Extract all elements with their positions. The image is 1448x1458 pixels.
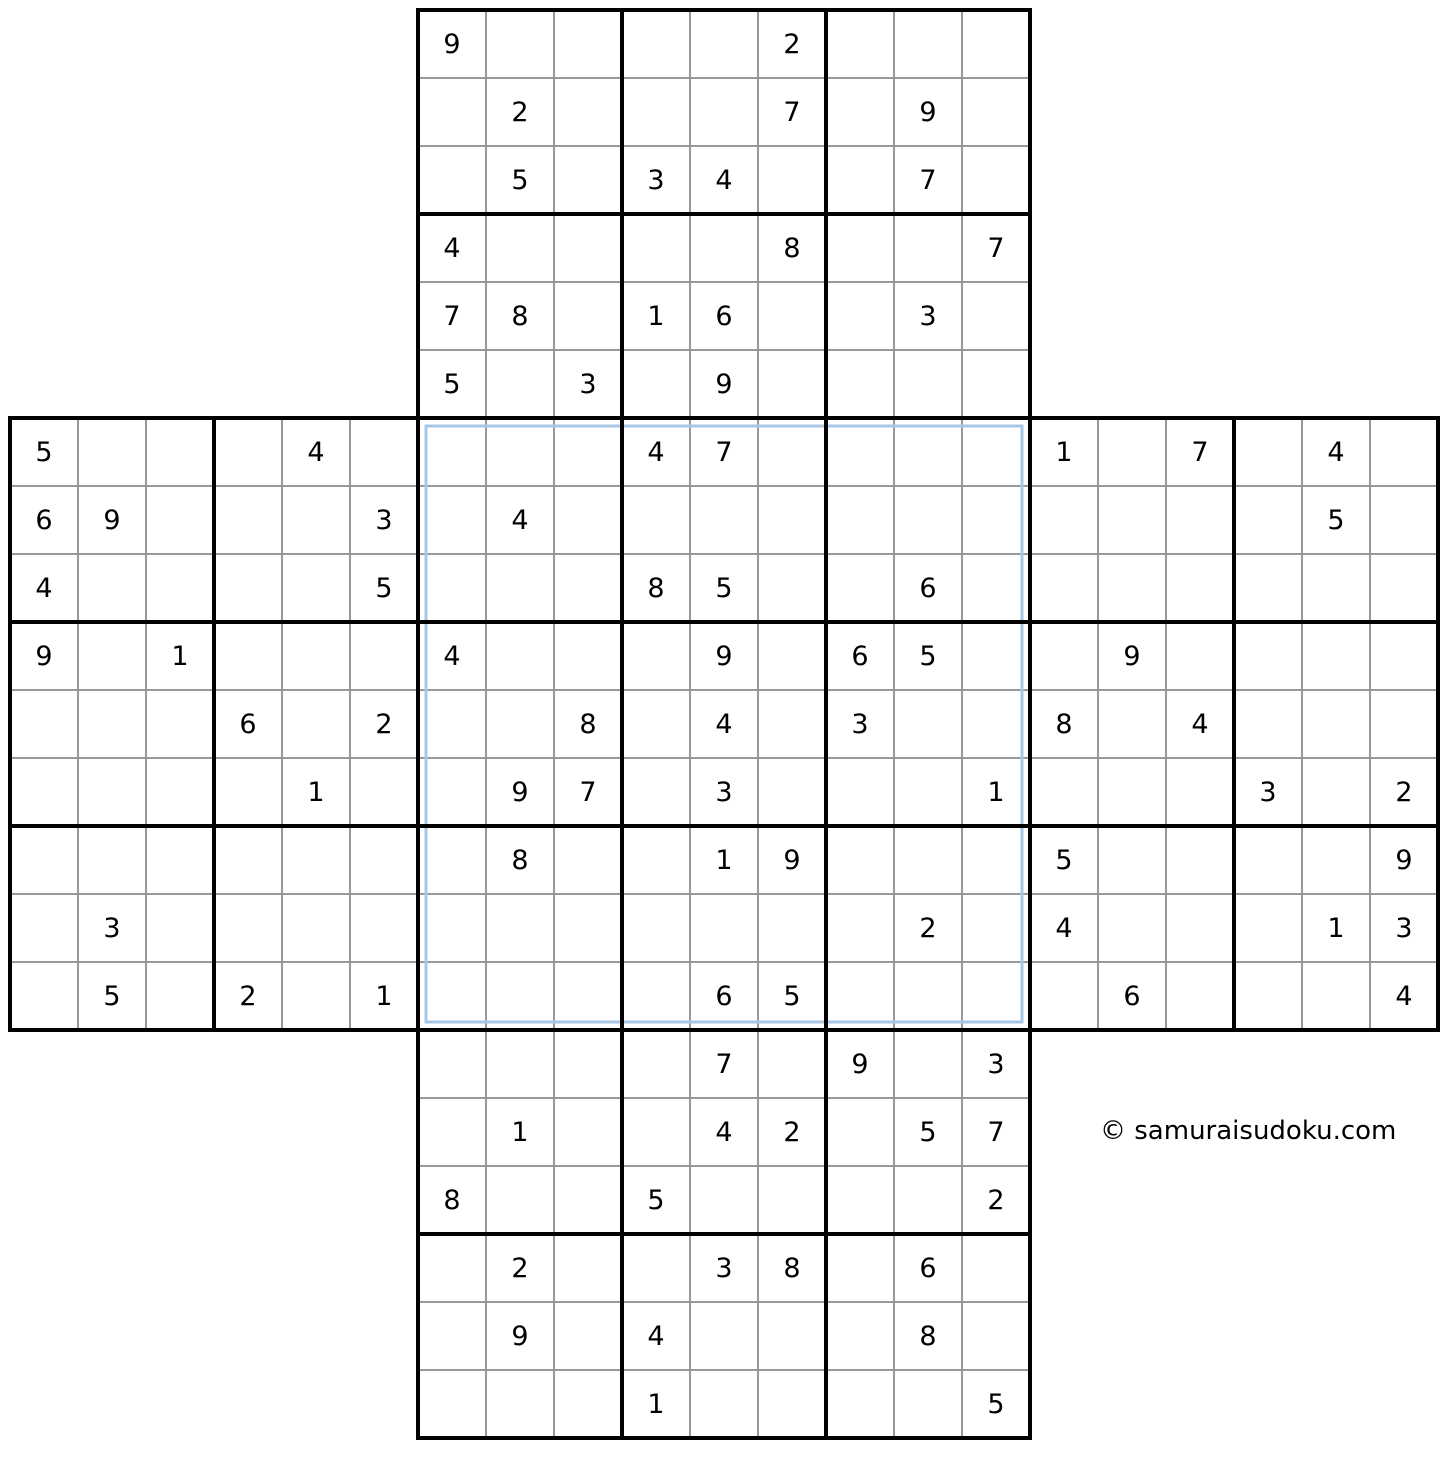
empty-cell[interactable] — [962, 894, 1030, 962]
empty-cell[interactable] — [1370, 554, 1438, 622]
given-cell[interactable]: 9 — [919, 96, 937, 128]
empty-cell[interactable] — [486, 350, 554, 418]
empty-cell[interactable] — [690, 1302, 758, 1370]
empty-cell[interactable] — [894, 758, 962, 826]
empty-cell[interactable] — [622, 214, 690, 282]
empty-cell[interactable] — [622, 10, 690, 78]
empty-cell[interactable] — [826, 826, 894, 894]
empty-cell[interactable] — [894, 418, 962, 486]
empty-cell[interactable] — [894, 1030, 962, 1098]
empty-cell[interactable] — [10, 690, 78, 758]
empty-cell[interactable] — [622, 78, 690, 146]
empty-cell[interactable] — [10, 826, 78, 894]
empty-cell[interactable] — [758, 282, 826, 350]
given-cell[interactable]: 4 — [1327, 436, 1345, 468]
empty-cell[interactable] — [78, 758, 146, 826]
given-cell[interactable]: 6 — [35, 504, 53, 536]
empty-cell[interactable] — [146, 894, 214, 962]
empty-cell[interactable] — [758, 690, 826, 758]
empty-cell[interactable] — [554, 78, 622, 146]
empty-cell[interactable] — [146, 554, 214, 622]
given-cell[interactable]: 1 — [307, 776, 325, 808]
empty-cell[interactable] — [486, 622, 554, 690]
empty-cell[interactable] — [1370, 486, 1438, 554]
empty-cell[interactable] — [1166, 486, 1234, 554]
empty-cell[interactable] — [282, 622, 350, 690]
given-cell[interactable]: 4 — [443, 640, 461, 672]
empty-cell[interactable] — [418, 826, 486, 894]
empty-cell[interactable] — [486, 962, 554, 1030]
empty-cell[interactable] — [826, 962, 894, 1030]
empty-cell[interactable] — [962, 282, 1030, 350]
given-cell[interactable]: 1 — [1055, 436, 1073, 468]
empty-cell[interactable] — [758, 554, 826, 622]
given-cell[interactable]: 2 — [987, 1184, 1005, 1216]
empty-cell[interactable] — [418, 1302, 486, 1370]
given-cell[interactable]: 9 — [1123, 640, 1141, 672]
empty-cell[interactable] — [1098, 758, 1166, 826]
empty-cell[interactable] — [826, 894, 894, 962]
empty-cell[interactable] — [826, 758, 894, 826]
given-cell[interactable]: 2 — [511, 1252, 529, 1284]
empty-cell[interactable] — [486, 894, 554, 962]
given-cell[interactable]: 8 — [579, 708, 597, 740]
empty-cell[interactable] — [214, 418, 282, 486]
given-cell[interactable]: 4 — [1395, 980, 1413, 1012]
empty-cell[interactable] — [894, 1166, 962, 1234]
given-cell[interactable]: 3 — [919, 300, 937, 332]
empty-cell[interactable] — [486, 1030, 554, 1098]
empty-cell[interactable] — [350, 622, 418, 690]
empty-cell[interactable] — [758, 350, 826, 418]
empty-cell[interactable] — [826, 146, 894, 214]
given-cell[interactable]: 5 — [35, 436, 53, 468]
empty-cell[interactable] — [1370, 622, 1438, 690]
given-cell[interactable]: 3 — [103, 912, 121, 944]
given-cell[interactable]: 7 — [579, 776, 597, 808]
given-cell[interactable]: 7 — [715, 436, 733, 468]
empty-cell[interactable] — [554, 1098, 622, 1166]
given-cell[interactable]: 4 — [715, 708, 733, 740]
given-cell[interactable]: 5 — [1055, 844, 1073, 876]
empty-cell[interactable] — [826, 1166, 894, 1234]
given-cell[interactable]: 3 — [851, 708, 869, 740]
empty-cell[interactable] — [554, 1166, 622, 1234]
empty-cell[interactable] — [282, 486, 350, 554]
given-cell[interactable]: 6 — [851, 640, 869, 672]
empty-cell[interactable] — [1098, 554, 1166, 622]
given-cell[interactable]: 8 — [647, 572, 665, 604]
given-cell[interactable]: 3 — [375, 504, 393, 536]
empty-cell[interactable] — [962, 1302, 1030, 1370]
given-cell[interactable]: 9 — [511, 1320, 529, 1352]
given-cell[interactable]: 5 — [1327, 504, 1345, 536]
given-cell[interactable]: 2 — [511, 96, 529, 128]
empty-cell[interactable] — [1234, 486, 1302, 554]
empty-cell[interactable] — [486, 10, 554, 78]
given-cell[interactable]: 8 — [511, 844, 529, 876]
empty-cell[interactable] — [554, 146, 622, 214]
empty-cell[interactable] — [78, 554, 146, 622]
empty-cell[interactable] — [962, 10, 1030, 78]
empty-cell[interactable] — [622, 1234, 690, 1302]
empty-cell[interactable] — [282, 690, 350, 758]
given-cell[interactable]: 9 — [35, 640, 53, 672]
empty-cell[interactable] — [282, 826, 350, 894]
given-cell[interactable]: 2 — [375, 708, 393, 740]
empty-cell[interactable] — [826, 214, 894, 282]
empty-cell[interactable] — [826, 1370, 894, 1438]
empty-cell[interactable] — [1098, 826, 1166, 894]
empty-cell[interactable] — [758, 1370, 826, 1438]
empty-cell[interactable] — [1098, 486, 1166, 554]
given-cell[interactable]: 3 — [715, 776, 733, 808]
empty-cell[interactable] — [826, 78, 894, 146]
empty-cell[interactable] — [826, 282, 894, 350]
given-cell[interactable]: 5 — [919, 640, 937, 672]
empty-cell[interactable] — [1302, 554, 1370, 622]
given-cell[interactable]: 8 — [919, 1320, 937, 1352]
given-cell[interactable]: 9 — [851, 1048, 869, 1080]
empty-cell[interactable] — [10, 894, 78, 962]
empty-cell[interactable] — [350, 894, 418, 962]
given-cell[interactable]: 4 — [715, 164, 733, 196]
given-cell[interactable]: 7 — [1191, 436, 1209, 468]
empty-cell[interactable] — [146, 826, 214, 894]
given-cell[interactable]: 3 — [715, 1252, 733, 1284]
empty-cell[interactable] — [554, 962, 622, 1030]
empty-cell[interactable] — [78, 826, 146, 894]
empty-cell[interactable] — [758, 758, 826, 826]
empty-cell[interactable] — [1234, 554, 1302, 622]
empty-cell[interactable] — [418, 962, 486, 1030]
empty-cell[interactable] — [1234, 418, 1302, 486]
empty-cell[interactable] — [146, 690, 214, 758]
given-cell[interactable]: 2 — [783, 28, 801, 60]
given-cell[interactable]: 1 — [647, 1388, 665, 1420]
empty-cell[interactable] — [486, 214, 554, 282]
empty-cell[interactable] — [962, 418, 1030, 486]
empty-cell[interactable] — [418, 1030, 486, 1098]
given-cell[interactable]: 9 — [443, 28, 461, 60]
empty-cell[interactable] — [962, 350, 1030, 418]
empty-cell[interactable] — [622, 486, 690, 554]
empty-cell[interactable] — [1166, 962, 1234, 1030]
empty-cell[interactable] — [554, 622, 622, 690]
given-cell[interactable]: 1 — [511, 1116, 529, 1148]
given-cell[interactable]: 4 — [35, 572, 53, 604]
empty-cell[interactable] — [1234, 622, 1302, 690]
empty-cell[interactable] — [418, 1234, 486, 1302]
empty-cell[interactable] — [10, 962, 78, 1030]
empty-cell[interactable] — [1166, 622, 1234, 690]
empty-cell[interactable] — [486, 554, 554, 622]
given-cell[interactable]: 7 — [987, 232, 1005, 264]
empty-cell[interactable] — [690, 1370, 758, 1438]
empty-cell[interactable] — [350, 758, 418, 826]
given-cell[interactable]: 3 — [987, 1048, 1005, 1080]
empty-cell[interactable] — [418, 1098, 486, 1166]
empty-cell[interactable] — [78, 690, 146, 758]
given-cell[interactable]: 7 — [987, 1116, 1005, 1148]
empty-cell[interactable] — [962, 826, 1030, 894]
empty-cell[interactable] — [826, 1234, 894, 1302]
empty-cell[interactable] — [214, 758, 282, 826]
empty-cell[interactable] — [1030, 758, 1098, 826]
given-cell[interactable]: 8 — [783, 1252, 801, 1284]
empty-cell[interactable] — [214, 486, 282, 554]
empty-cell[interactable] — [1030, 554, 1098, 622]
given-cell[interactable]: 5 — [647, 1184, 665, 1216]
empty-cell[interactable] — [282, 962, 350, 1030]
given-cell[interactable]: 5 — [987, 1388, 1005, 1420]
given-cell[interactable]: 1 — [647, 300, 665, 332]
empty-cell[interactable] — [826, 1302, 894, 1370]
empty-cell[interactable] — [418, 1370, 486, 1438]
given-cell[interactable]: 5 — [715, 572, 733, 604]
given-cell[interactable]: 9 — [715, 640, 733, 672]
given-cell[interactable]: 2 — [1395, 776, 1413, 808]
empty-cell[interactable] — [894, 1370, 962, 1438]
given-cell[interactable]: 4 — [443, 232, 461, 264]
empty-cell[interactable] — [1234, 894, 1302, 962]
given-cell[interactable]: 2 — [919, 912, 937, 944]
empty-cell[interactable] — [1166, 894, 1234, 962]
empty-cell[interactable] — [1302, 962, 1370, 1030]
empty-cell[interactable] — [758, 146, 826, 214]
given-cell[interactable]: 9 — [783, 844, 801, 876]
empty-cell[interactable] — [622, 962, 690, 1030]
empty-cell[interactable] — [282, 894, 350, 962]
empty-cell[interactable] — [758, 486, 826, 554]
empty-cell[interactable] — [690, 78, 758, 146]
empty-cell[interactable] — [690, 894, 758, 962]
given-cell[interactable]: 9 — [103, 504, 121, 536]
empty-cell[interactable] — [962, 146, 1030, 214]
empty-cell[interactable] — [146, 758, 214, 826]
empty-cell[interactable] — [1166, 554, 1234, 622]
empty-cell[interactable] — [418, 894, 486, 962]
given-cell[interactable]: 9 — [511, 776, 529, 808]
given-cell[interactable]: 8 — [511, 300, 529, 332]
empty-cell[interactable] — [622, 1098, 690, 1166]
empty-cell[interactable] — [350, 826, 418, 894]
empty-cell[interactable] — [486, 1166, 554, 1234]
given-cell[interactable]: 6 — [1123, 980, 1141, 1012]
empty-cell[interactable] — [894, 10, 962, 78]
empty-cell[interactable] — [1098, 894, 1166, 962]
empty-cell[interactable] — [1234, 690, 1302, 758]
given-cell[interactable]: 8 — [443, 1184, 461, 1216]
empty-cell[interactable] — [962, 962, 1030, 1030]
empty-cell[interactable] — [214, 894, 282, 962]
empty-cell[interactable] — [1302, 826, 1370, 894]
empty-cell[interactable] — [146, 418, 214, 486]
given-cell[interactable]: 4 — [1191, 708, 1209, 740]
empty-cell[interactable] — [1302, 690, 1370, 758]
empty-cell[interactable] — [622, 826, 690, 894]
empty-cell[interactable] — [962, 554, 1030, 622]
empty-cell[interactable] — [486, 690, 554, 758]
empty-cell[interactable] — [1030, 622, 1098, 690]
empty-cell[interactable] — [554, 282, 622, 350]
given-cell[interactable]: 1 — [375, 980, 393, 1012]
empty-cell[interactable] — [146, 486, 214, 554]
empty-cell[interactable] — [622, 758, 690, 826]
given-cell[interactable]: 9 — [715, 368, 733, 400]
empty-cell[interactable] — [350, 418, 418, 486]
given-cell[interactable]: 4 — [511, 504, 529, 536]
empty-cell[interactable] — [554, 1302, 622, 1370]
given-cell[interactable]: 5 — [103, 980, 121, 1012]
empty-cell[interactable] — [826, 486, 894, 554]
given-cell[interactable]: 5 — [511, 164, 529, 196]
empty-cell[interactable] — [1166, 826, 1234, 894]
empty-cell[interactable] — [418, 418, 486, 486]
empty-cell[interactable] — [758, 622, 826, 690]
empty-cell[interactable] — [1370, 690, 1438, 758]
empty-cell[interactable] — [554, 554, 622, 622]
given-cell[interactable]: 7 — [919, 164, 937, 196]
given-cell[interactable]: 3 — [647, 164, 665, 196]
empty-cell[interactable] — [1234, 826, 1302, 894]
given-cell[interactable]: 7 — [783, 96, 801, 128]
empty-cell[interactable] — [622, 622, 690, 690]
given-cell[interactable]: 4 — [647, 436, 665, 468]
empty-cell[interactable] — [962, 1234, 1030, 1302]
empty-cell[interactable] — [826, 554, 894, 622]
empty-cell[interactable] — [1166, 758, 1234, 826]
empty-cell[interactable] — [622, 894, 690, 962]
empty-cell[interactable] — [146, 962, 214, 1030]
empty-cell[interactable] — [622, 690, 690, 758]
empty-cell[interactable] — [826, 418, 894, 486]
empty-cell[interactable] — [554, 894, 622, 962]
empty-cell[interactable] — [758, 1302, 826, 1370]
empty-cell[interactable] — [962, 486, 1030, 554]
empty-cell[interactable] — [962, 690, 1030, 758]
empty-cell[interactable] — [554, 1370, 622, 1438]
empty-cell[interactable] — [758, 894, 826, 962]
empty-cell[interactable] — [554, 418, 622, 486]
empty-cell[interactable] — [554, 1030, 622, 1098]
given-cell[interactable]: 3 — [1395, 912, 1413, 944]
empty-cell[interactable] — [622, 1030, 690, 1098]
empty-cell[interactable] — [486, 418, 554, 486]
empty-cell[interactable] — [758, 1166, 826, 1234]
empty-cell[interactable] — [418, 78, 486, 146]
empty-cell[interactable] — [554, 214, 622, 282]
given-cell[interactable]: 5 — [375, 572, 393, 604]
empty-cell[interactable] — [826, 350, 894, 418]
empty-cell[interactable] — [894, 962, 962, 1030]
given-cell[interactable]: 7 — [715, 1048, 733, 1080]
empty-cell[interactable] — [214, 826, 282, 894]
empty-cell[interactable] — [418, 554, 486, 622]
given-cell[interactable]: 2 — [239, 980, 257, 1012]
empty-cell[interactable] — [1234, 962, 1302, 1030]
empty-cell[interactable] — [214, 554, 282, 622]
given-cell[interactable]: 5 — [783, 980, 801, 1012]
empty-cell[interactable] — [418, 690, 486, 758]
copyright-text: © samuraisudoku.com — [1100, 1116, 1397, 1146]
empty-cell[interactable] — [1030, 486, 1098, 554]
empty-cell[interactable] — [282, 554, 350, 622]
empty-cell[interactable] — [554, 1234, 622, 1302]
given-cell[interactable]: 3 — [1259, 776, 1277, 808]
empty-cell[interactable] — [894, 690, 962, 758]
empty-cell[interactable] — [1302, 758, 1370, 826]
empty-cell[interactable] — [894, 214, 962, 282]
empty-cell[interactable] — [418, 146, 486, 214]
empty-cell[interactable] — [554, 826, 622, 894]
empty-cell[interactable] — [690, 214, 758, 282]
given-cell[interactable]: 3 — [579, 368, 597, 400]
given-cell[interactable]: 8 — [1055, 708, 1073, 740]
empty-cell[interactable] — [10, 758, 78, 826]
given-cell[interactable]: 9 — [1395, 844, 1413, 876]
given-cell[interactable]: 2 — [783, 1116, 801, 1148]
given-cell[interactable]: 4 — [1055, 912, 1073, 944]
empty-cell[interactable] — [78, 622, 146, 690]
empty-cell[interactable] — [894, 826, 962, 894]
given-cell[interactable]: 8 — [783, 232, 801, 264]
given-cell[interactable]: 1 — [715, 844, 733, 876]
empty-cell[interactable] — [962, 622, 1030, 690]
empty-cell[interactable] — [1302, 622, 1370, 690]
empty-cell[interactable] — [622, 350, 690, 418]
empty-cell[interactable] — [758, 1030, 826, 1098]
empty-cell[interactable] — [1098, 418, 1166, 486]
given-cell[interactable]: 5 — [443, 368, 461, 400]
empty-cell[interactable] — [894, 350, 962, 418]
empty-cell[interactable] — [690, 486, 758, 554]
given-cell[interactable]: 7 — [443, 300, 461, 332]
empty-cell[interactable] — [554, 10, 622, 78]
given-cell[interactable]: 4 — [307, 436, 325, 468]
given-cell[interactable]: 6 — [715, 300, 733, 332]
empty-cell[interactable] — [690, 10, 758, 78]
given-cell[interactable]: 1 — [171, 640, 189, 672]
given-cell[interactable]: 5 — [919, 1116, 937, 1148]
empty-cell[interactable] — [690, 1166, 758, 1234]
given-cell[interactable]: 6 — [239, 708, 257, 740]
given-cell[interactable]: 4 — [647, 1320, 665, 1352]
given-cell[interactable]: 4 — [715, 1116, 733, 1148]
empty-cell[interactable] — [214, 622, 282, 690]
empty-cell[interactable] — [826, 10, 894, 78]
empty-cell[interactable] — [418, 758, 486, 826]
given-cell[interactable]: 1 — [1327, 912, 1345, 944]
empty-cell[interactable] — [894, 486, 962, 554]
given-cell[interactable]: 6 — [919, 572, 937, 604]
empty-cell[interactable] — [486, 1370, 554, 1438]
empty-cell[interactable] — [78, 418, 146, 486]
empty-cell[interactable] — [1098, 690, 1166, 758]
empty-cell[interactable] — [1370, 418, 1438, 486]
empty-cell[interactable] — [554, 486, 622, 554]
given-cell[interactable]: 6 — [919, 1252, 937, 1284]
given-cell[interactable]: 6 — [715, 980, 733, 1012]
empty-cell[interactable] — [418, 486, 486, 554]
empty-cell[interactable] — [758, 418, 826, 486]
given-cell[interactable]: 1 — [987, 776, 1005, 808]
empty-cell[interactable] — [1030, 962, 1098, 1030]
empty-cell[interactable] — [962, 78, 1030, 146]
empty-cell[interactable] — [826, 1098, 894, 1166]
